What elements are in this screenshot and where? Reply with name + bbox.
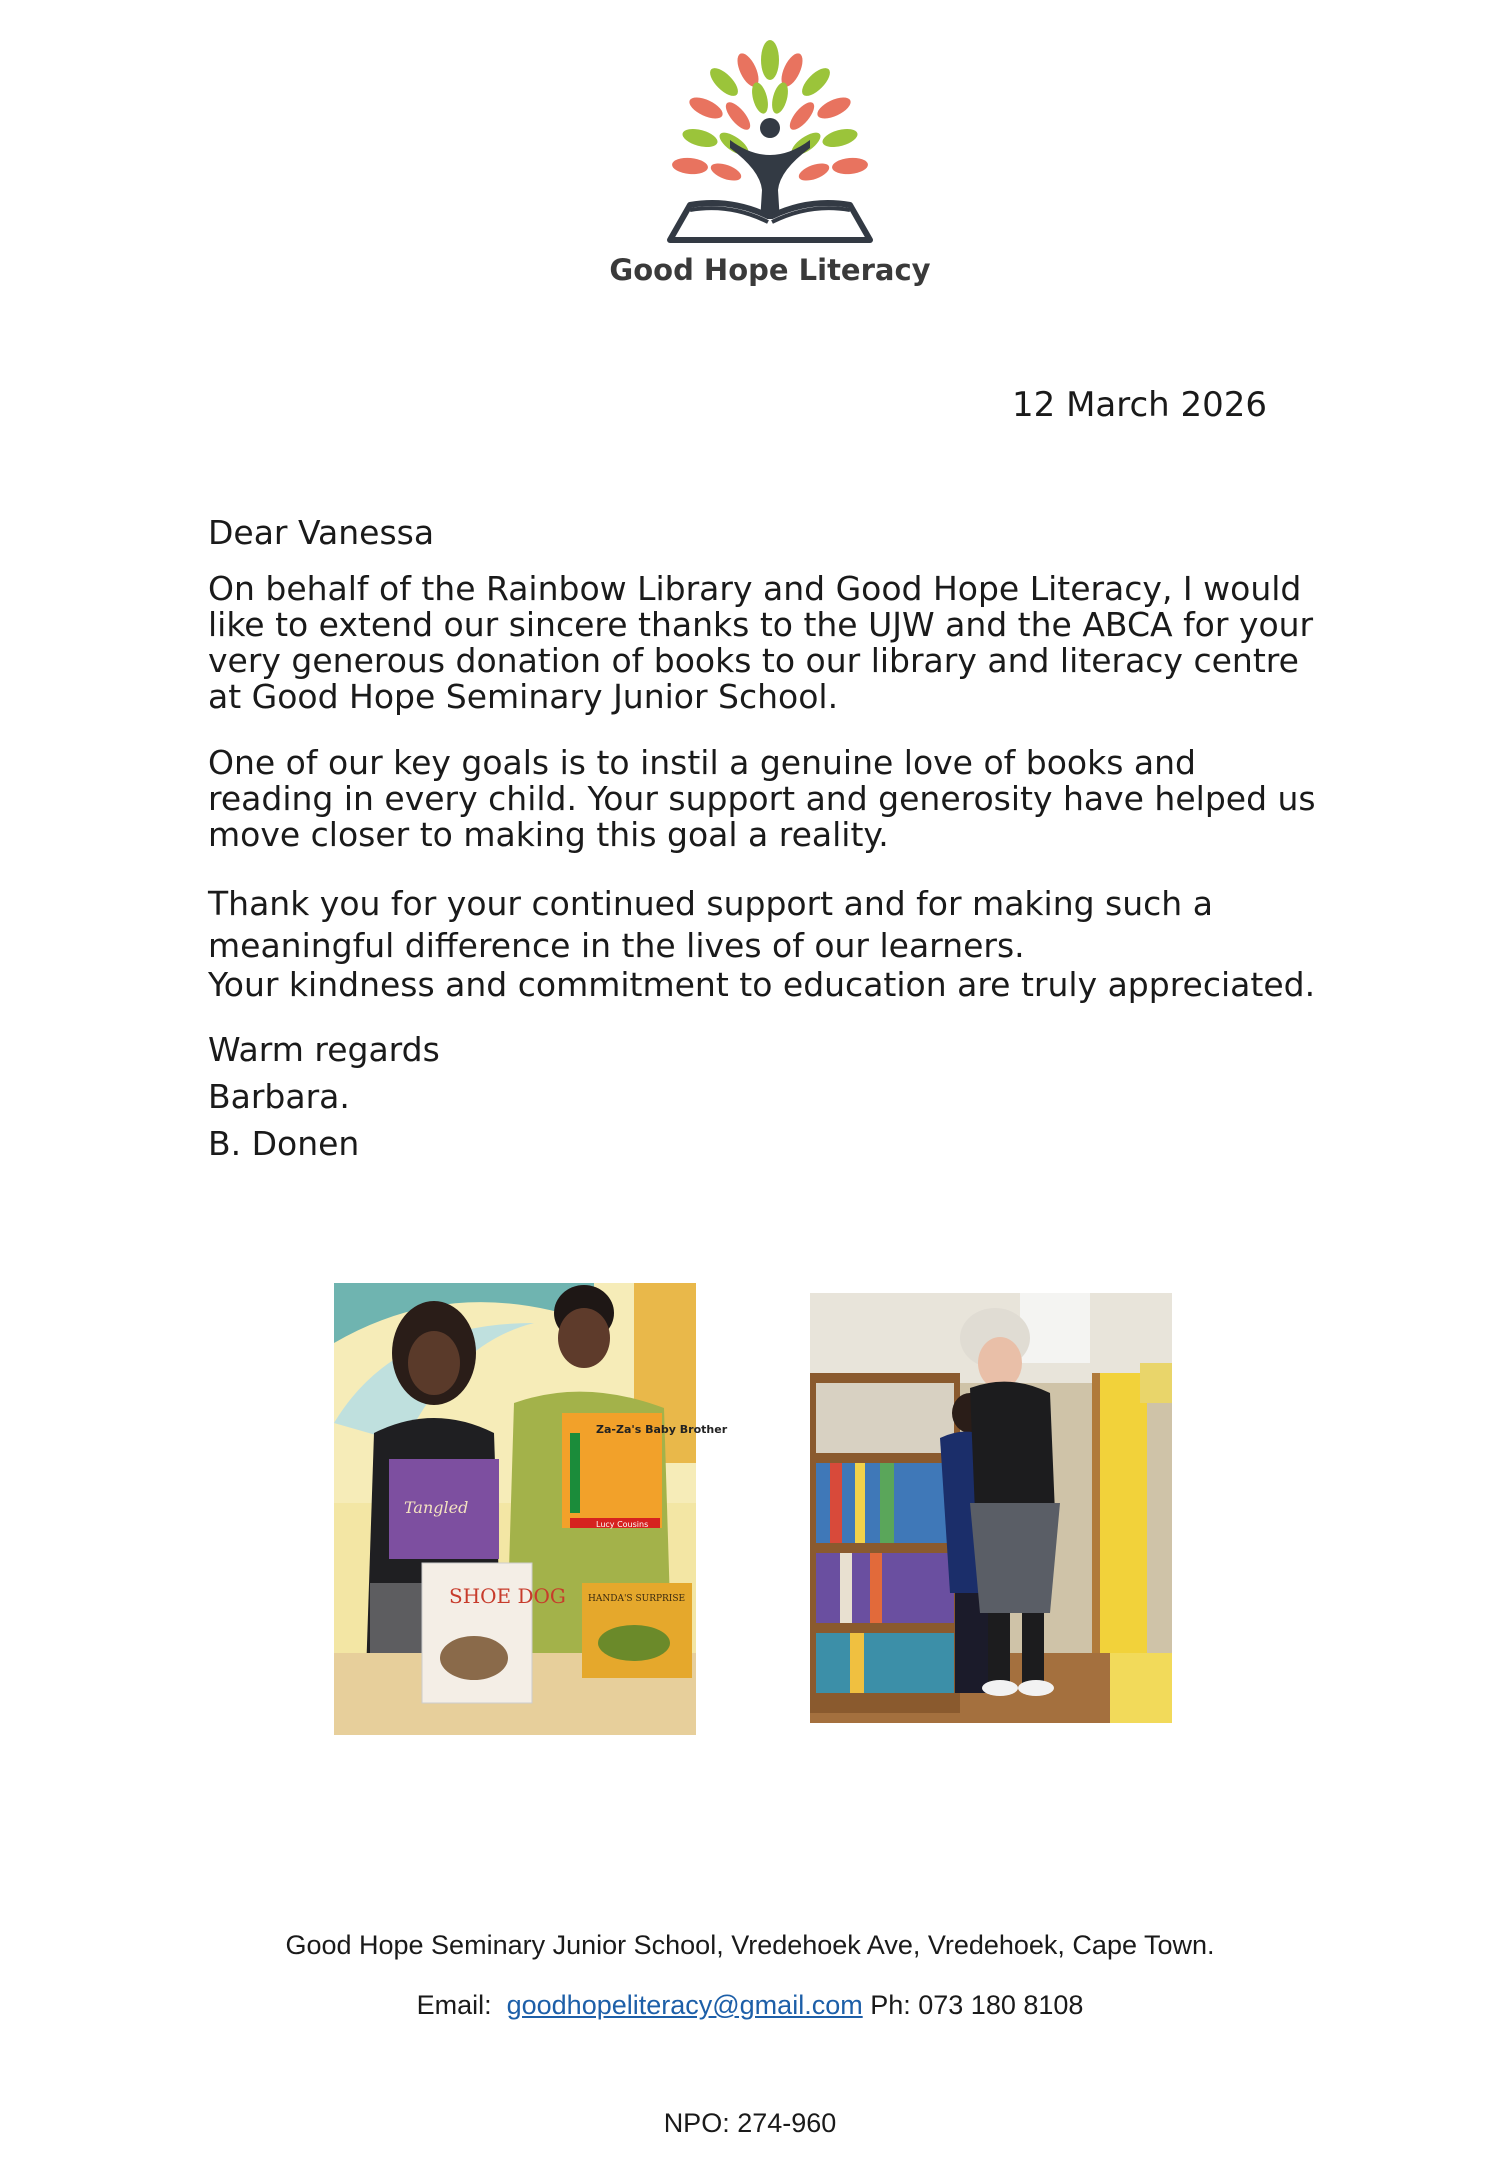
footer-contact	[0, 1990, 1500, 2021]
paragraph-3-line-1: Thank you for your continued support and for making such a meaningful difference in the lives of our learners.	[208, 884, 1213, 965]
book-handa: HANDA'S SURPRISE	[588, 1594, 686, 1604]
closing: Warm regards	[208, 1030, 440, 1069]
book-tangled-title: Tangled	[404, 1498, 469, 1517]
book-zaza-title: Za-Za's Baby Brother	[596, 1423, 728, 1436]
footer-address: Good Hope Seminary Junior School, Vredehoek Ave, Vredehoek, Cape Town.	[285, 1930, 1215, 1960]
tree-book-logo-icon	[660, 40, 880, 250]
email-label: Email:	[416, 1990, 492, 2020]
closing-block	[208, 1031, 1318, 1162]
book-shoe-dog: SHOE DOG	[449, 1584, 566, 1608]
phone-number: Ph: 073 180 8108	[870, 1990, 1084, 2020]
letter-date: 12 March 2026	[1012, 385, 1268, 425]
letter-body	[208, 515, 1318, 1172]
email-link[interactable]: goodhopeliteracy@gmail.com	[506, 1990, 863, 2020]
paragraph-1: On behalf of the Rainbow Library and Good Hope Literacy, I would like to extend our sincere thanks to the UJW and the ABCA for your very generous donation of books to our library and literacy centre at Good Hope Seminary Junior School.	[208, 569, 1314, 716]
paragraph-3-line-2: Your kindness and commitment to education are truly appreciated.	[208, 965, 1316, 1004]
salutation: Dear Vanessa	[208, 513, 435, 552]
signature-full: B. Donen	[208, 1124, 360, 1163]
footer-npo: NPO: 274-960	[663, 2108, 837, 2138]
bookshelf-books	[816, 1383, 954, 1693]
book-zaza-author: Lucy Cousins	[596, 1520, 649, 1529]
org-name: Good Hope Literacy	[609, 253, 931, 287]
photo-donation-books	[334, 1283, 728, 1735]
paragraph-3	[208, 883, 1318, 1003]
paragraph-2: One of our key goals is to instil a genuine love of books and reading in every child. Your support and generosity have helped us move closer to making this goal a reality.	[208, 743, 1316, 854]
signature-name: Barbara.	[208, 1077, 350, 1116]
photo-library-scene	[810, 1293, 1172, 1723]
